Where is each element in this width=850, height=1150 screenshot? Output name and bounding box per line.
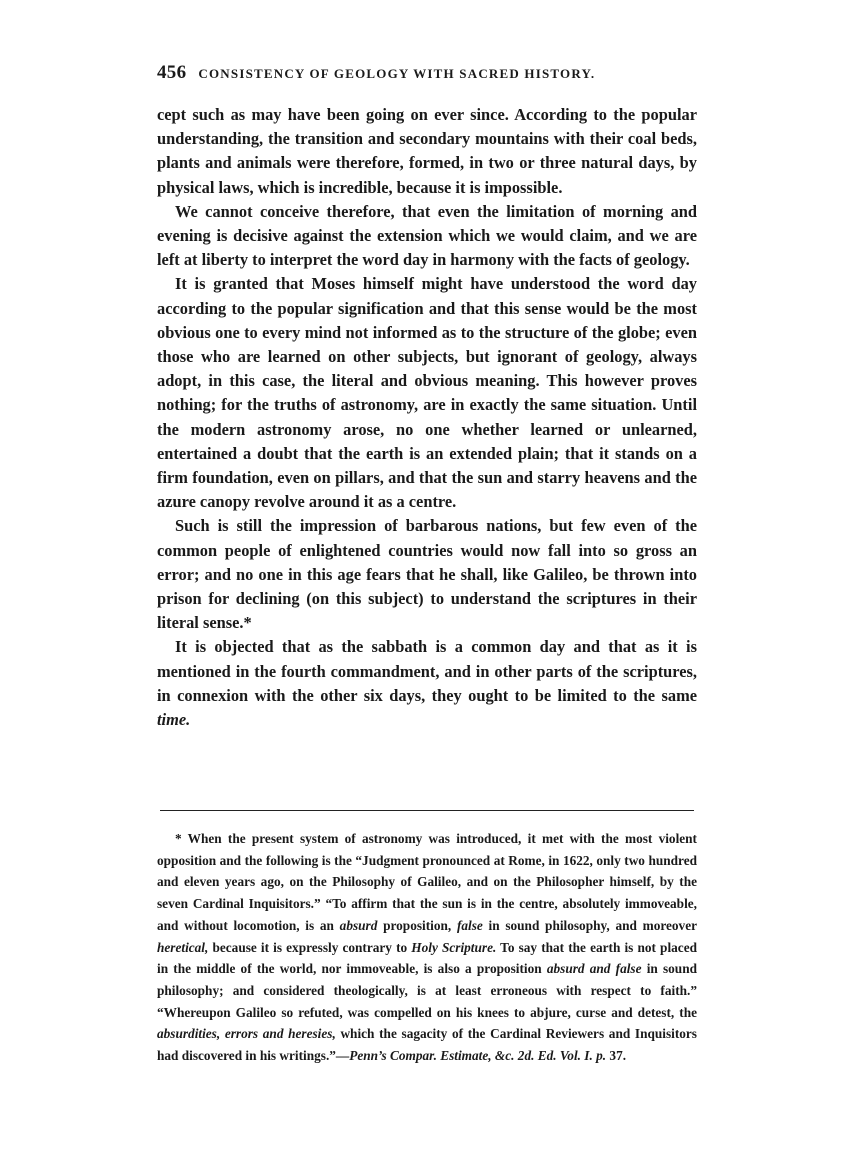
footnote-text-2: proposition, — [377, 917, 457, 933]
footnote-italic-1: absurd — [339, 917, 378, 933]
footnote-text-8: 37. — [606, 1048, 627, 1064]
body-text — [157, 103, 697, 732]
footnote-italic-2: false — [456, 917, 483, 933]
footnote-italic-6: absurdities, errors and heresies, — [157, 1026, 336, 1042]
running-title: CONSISTENCY OF GEOLOGY WITH SACRED HISTORY. — [198, 66, 596, 81]
page-number: 456 — [157, 62, 187, 83]
footnote-text-4: because it is expressly contrary to — [208, 939, 412, 955]
footnote — [157, 828, 697, 1067]
paragraph-1: cept such as may have been going on ever since. According to the popular understanding, the transition and secondary mountains with their coal beds, plants and animals were therefore, formed, in two or three natural days, by physical laws, which is incredible, because it is impossible. — [157, 105, 697, 197]
footnote-text-6: in sound philosophy; and considered theologically, is at least erroneous with respect to faith.” “Whereupon Galileo so refuted, was compelled on his knees to abjure, curse and detest, the — [157, 961, 697, 1020]
footnote-text-5: To say that the earth is not placed in the middle of the world, nor immoveable, is also a proposition — [157, 939, 697, 977]
paragraph-3: It is granted that Moses himself might have understood the word day according to the popular signification and that this sense would be the most obvious one to every mind not informed as to the structure of the globe; even those who are learned on other subjects, but ignorant of geology, always adopt, in this case, the literal and obvious meaning. This however proves nothing; for the truths of astronomy, are in exactly the same situation. Until the modern astronomy arose, no one whether learned or unlearned, entertained a doubt that the earth is an extended plain; that it stands on a firm foundation, even on pillars, and that the sun and starry heavens and the azure canopy revolve around it as a centre. — [157, 274, 697, 512]
paragraph-5-italic: time. — [157, 710, 191, 730]
footnote-rule — [160, 810, 694, 811]
footnote-text-3: in sound philosophy, and moreover — [482, 917, 698, 933]
page-header — [157, 62, 697, 84]
footnote-citation: Penn’s Compar. Estimate, &c. 2d. Ed. Vol. I. p. — [349, 1048, 607, 1064]
paragraph-4: Such is still the impression of barbarous nations, but few even of the common people of enlightened countries would now fall into so gross an error; and no one in this age fears that he shall, like Galileo, be thrown into prison for declining (on this subject) to understand the scriptures in their literal sense.* — [157, 516, 697, 633]
paragraph-5-text: It is objected that as the sabbath is a common day and that as it is mentioned in the fourth commandment, and in other parts of the scriptures, in connexion with the other six days, they ought to be limited to the same — [157, 637, 697, 705]
footnote-italic-5: absurd and false — [546, 961, 642, 977]
paragraph-2: We cannot conceive therefore, that even the limitation of morning and evening is decisive against the extension which we would claim, and we are left at liberty to interpret the word day in harmony with the facts of geology. — [157, 201, 697, 270]
paragraph-5 — [157, 635, 697, 732]
footnote-text-1: * When the present system of astronomy was introduced, it met with the most violent opposition and the following is the “Judgment pronounced at Rome, in 1622, only two hundred and eleven years ago, on the Philosophy of Galileo, and on the Philosopher himself, by the seven Cardinal Inquisitors.” “To affirm that the sun is in the centre, absolutely immoveable, and without locomotion, is an — [157, 831, 697, 933]
footnote-italic-3: heretical, — [157, 939, 209, 955]
footnote-text-7: which the sagacity of the Cardinal Reviewers and Inquisitors had discovered in his writings.”— — [157, 1026, 697, 1064]
footnote-italic-4: Holy Scripture. — [411, 939, 497, 955]
